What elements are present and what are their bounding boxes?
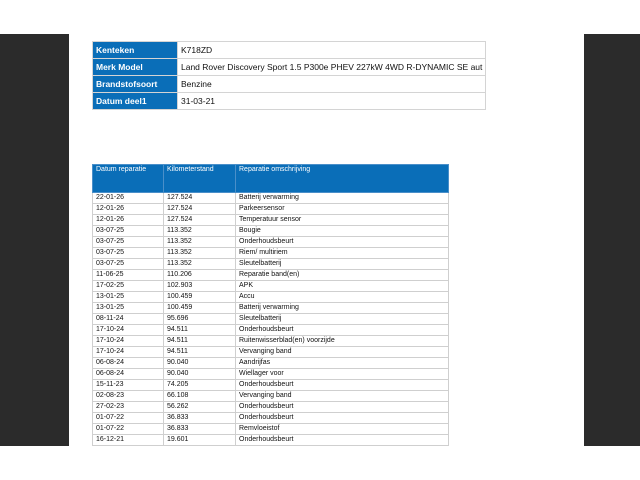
table-row bbox=[93, 413, 449, 424]
table-row bbox=[93, 215, 449, 226]
repair-date-cell: 27-02-23 bbox=[93, 402, 164, 413]
repair-description-cell: Wiellager voor bbox=[236, 369, 449, 380]
table-row bbox=[93, 292, 449, 303]
repair-date-cell: 01-07-22 bbox=[93, 424, 164, 435]
repair-description-cell: Onderhoudsbeurt bbox=[236, 380, 449, 391]
repair-description-cell: Onderhoudsbeurt bbox=[236, 237, 449, 248]
header-repair-description: Reparatie omschrijving bbox=[236, 165, 449, 193]
repair-header-row bbox=[93, 165, 449, 193]
mileage-cell: 113.352 bbox=[164, 259, 236, 270]
mileage-cell: 127.524 bbox=[164, 204, 236, 215]
table-row bbox=[93, 237, 449, 248]
repair-description-cell: Batterij verwarming bbox=[236, 193, 449, 204]
table-row bbox=[93, 358, 449, 369]
vehicle-info-value: Benzine bbox=[178, 76, 486, 93]
repair-description-cell: Vervanging band bbox=[236, 391, 449, 402]
mileage-cell: 113.352 bbox=[164, 237, 236, 248]
table-row bbox=[93, 314, 449, 325]
repair-history-table bbox=[92, 164, 449, 446]
mileage-cell: 36.833 bbox=[164, 424, 236, 435]
vehicle-info-label: Datum deel1 bbox=[93, 93, 178, 110]
mileage-cell: 94.511 bbox=[164, 325, 236, 336]
repair-date-cell: 16-12-21 bbox=[93, 435, 164, 446]
repair-date-cell: 03-07-25 bbox=[93, 248, 164, 259]
vehicle-info-row bbox=[93, 59, 486, 76]
repair-date-cell: 03-07-25 bbox=[93, 237, 164, 248]
vehicle-info-body bbox=[93, 42, 486, 110]
vehicle-info-value: Land Rover Discovery Sport 1.5 P300e PHEV 227kW 4WD R-DYNAMIC SE aut bbox=[178, 59, 486, 76]
repair-description-cell: Sleutelbatterij bbox=[236, 314, 449, 325]
table-row bbox=[93, 435, 449, 446]
table-row bbox=[93, 204, 449, 215]
vehicle-info-row bbox=[93, 76, 486, 93]
left-dark-border bbox=[0, 34, 69, 446]
repair-date-cell: 12-01-26 bbox=[93, 215, 164, 226]
mileage-cell: 95.696 bbox=[164, 314, 236, 325]
vehicle-info-table bbox=[92, 41, 486, 110]
mileage-cell: 94.511 bbox=[164, 347, 236, 358]
table-row bbox=[93, 226, 449, 237]
mileage-cell: 127.524 bbox=[164, 215, 236, 226]
repair-description-cell: Onderhoudsbeurt bbox=[236, 413, 449, 424]
repair-description-cell: Aandrijfas bbox=[236, 358, 449, 369]
repair-description-cell: Riem/ multiriem bbox=[236, 248, 449, 259]
repair-date-cell: 02-08-23 bbox=[93, 391, 164, 402]
table-row bbox=[93, 303, 449, 314]
table-row bbox=[93, 369, 449, 380]
repair-date-cell: 06-08-24 bbox=[93, 369, 164, 380]
repair-date-cell: 03-07-25 bbox=[93, 259, 164, 270]
repair-date-cell: 13-01-25 bbox=[93, 292, 164, 303]
mileage-cell: 127.524 bbox=[164, 193, 236, 204]
mileage-cell: 66.108 bbox=[164, 391, 236, 402]
repair-date-cell: 17-10-24 bbox=[93, 336, 164, 347]
vehicle-info-row bbox=[93, 42, 486, 59]
repair-date-cell: 15-11-23 bbox=[93, 380, 164, 391]
mileage-cell: 90.040 bbox=[164, 358, 236, 369]
table-row bbox=[93, 281, 449, 292]
vehicle-info-value: 31-03-21 bbox=[178, 93, 486, 110]
repair-description-cell: Bougie bbox=[236, 226, 449, 237]
repair-date-cell: 12-01-26 bbox=[93, 204, 164, 215]
repair-description-cell: Ruitenwisserblad(en) voorzijde bbox=[236, 336, 449, 347]
mileage-cell: 36.833 bbox=[164, 413, 236, 424]
table-row bbox=[93, 336, 449, 347]
mileage-cell: 74.205 bbox=[164, 380, 236, 391]
mileage-cell: 113.352 bbox=[164, 248, 236, 259]
repair-date-cell: 13-01-25 bbox=[93, 303, 164, 314]
right-dark-border bbox=[584, 34, 640, 446]
repair-date-cell: 03-07-25 bbox=[93, 226, 164, 237]
repair-date-cell: 01-07-22 bbox=[93, 413, 164, 424]
repair-description-cell: Onderhoudsbeurt bbox=[236, 435, 449, 446]
repair-description-cell: Reparatie band(en) bbox=[236, 270, 449, 281]
repair-date-cell: 17-10-24 bbox=[93, 325, 164, 336]
repair-description-cell: Temperatuur sensor bbox=[236, 215, 449, 226]
repair-description-cell: Parkeersensor bbox=[236, 204, 449, 215]
table-row bbox=[93, 325, 449, 336]
table-row bbox=[93, 391, 449, 402]
table-row bbox=[93, 248, 449, 259]
vehicle-info-row bbox=[93, 93, 486, 110]
table-row bbox=[93, 424, 449, 435]
mileage-cell: 110.206 bbox=[164, 270, 236, 281]
repair-description-cell: Accu bbox=[236, 292, 449, 303]
header-repair-date: Datum reparatie bbox=[93, 165, 164, 193]
vehicle-info-label: Kenteken bbox=[93, 42, 178, 59]
repair-date-cell: 22-01-26 bbox=[93, 193, 164, 204]
repair-description-cell: Batterij verwarming bbox=[236, 303, 449, 314]
table-row bbox=[93, 270, 449, 281]
repair-description-cell: APK bbox=[236, 281, 449, 292]
repair-date-cell: 06-08-24 bbox=[93, 358, 164, 369]
header-mileage: Kilometerstand bbox=[164, 165, 236, 193]
mileage-cell: 94.511 bbox=[164, 336, 236, 347]
repair-date-cell: 11-06-25 bbox=[93, 270, 164, 281]
repair-description-cell: Onderhoudsbeurt bbox=[236, 402, 449, 413]
vehicle-info-label: Merk Model bbox=[93, 59, 178, 76]
table-row bbox=[93, 380, 449, 391]
repair-date-cell: 17-10-24 bbox=[93, 347, 164, 358]
repair-date-cell: 17-02-25 bbox=[93, 281, 164, 292]
table-row bbox=[93, 347, 449, 358]
repair-date-cell: 08-11-24 bbox=[93, 314, 164, 325]
table-row bbox=[93, 259, 449, 270]
table-row bbox=[93, 193, 449, 204]
mileage-cell: 102.903 bbox=[164, 281, 236, 292]
mileage-cell: 19.601 bbox=[164, 435, 236, 446]
mileage-cell: 100.459 bbox=[164, 292, 236, 303]
repair-history-body bbox=[93, 193, 449, 446]
repair-description-cell: Onderhoudsbeurt bbox=[236, 325, 449, 336]
mileage-cell: 56.262 bbox=[164, 402, 236, 413]
table-row bbox=[93, 402, 449, 413]
mileage-cell: 100.459 bbox=[164, 303, 236, 314]
repair-description-cell: Remvloeistof bbox=[236, 424, 449, 435]
mileage-cell: 113.352 bbox=[164, 226, 236, 237]
mileage-cell: 90.040 bbox=[164, 369, 236, 380]
vehicle-info-label: Brandstofsoort bbox=[93, 76, 178, 93]
repair-description-cell: Sleutelbatterij bbox=[236, 259, 449, 270]
repair-description-cell: Vervanging band bbox=[236, 347, 449, 358]
vehicle-info-value: K718ZD bbox=[178, 42, 486, 59]
